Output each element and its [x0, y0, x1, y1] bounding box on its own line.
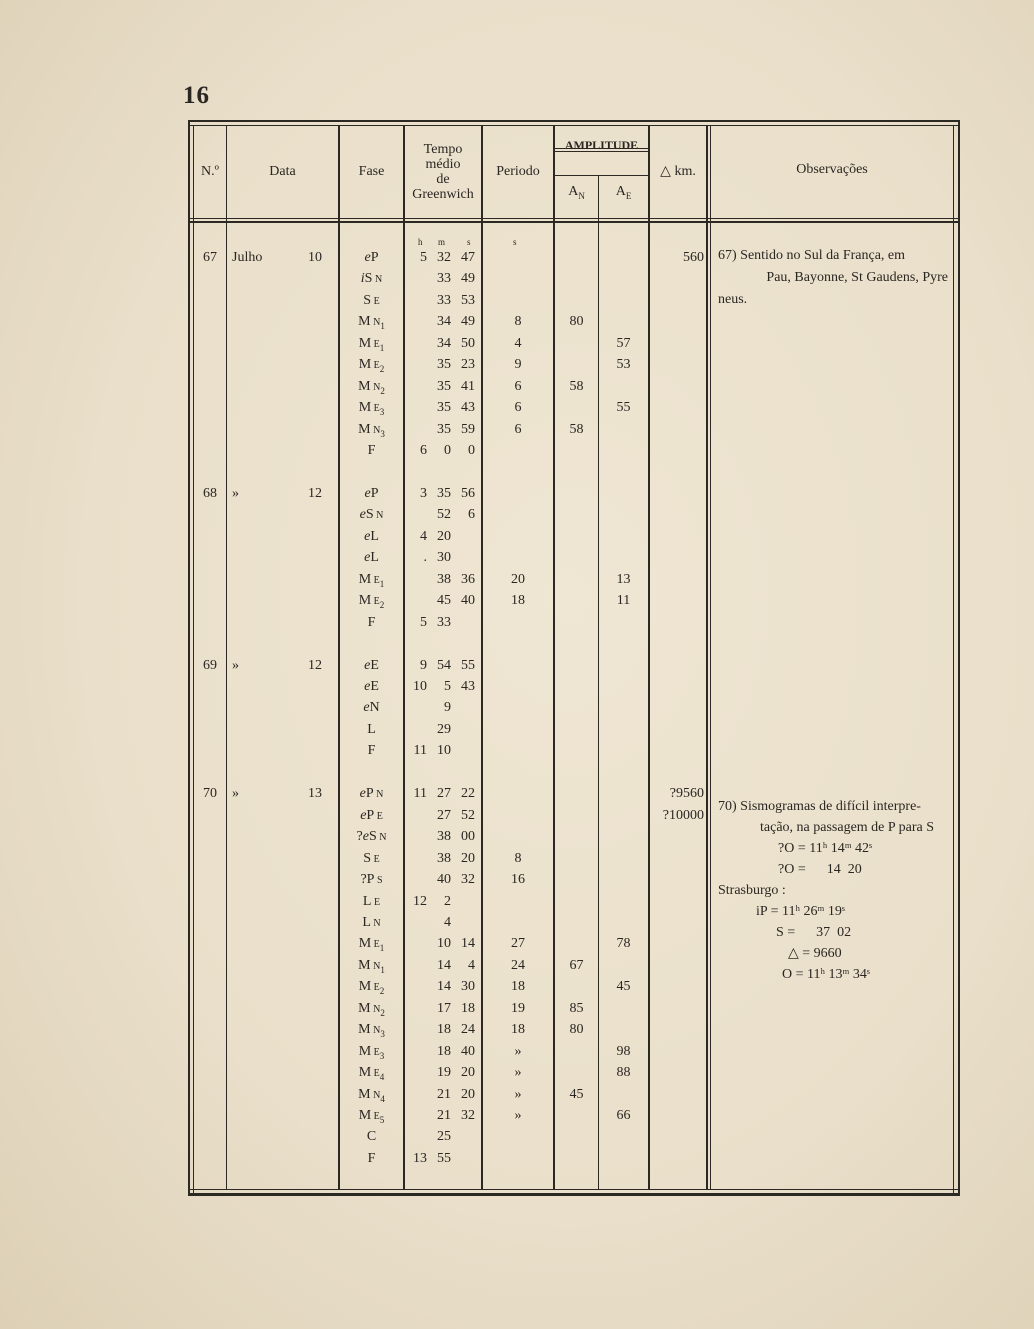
cell-s: 47 — [461, 250, 475, 265]
cell-m: 27 — [437, 786, 451, 802]
cell-per: 20 — [511, 571, 525, 587]
cell-fase: F — [367, 743, 376, 759]
cell-day: 10 — [308, 250, 322, 265]
cell-m: 32 — [437, 250, 451, 265]
cell-km: ?10000 — [662, 807, 704, 823]
cell-h: 5 — [420, 614, 427, 630]
cell-m: 54 — [437, 657, 451, 673]
cell-m: 9 — [444, 700, 451, 716]
cell-fase: M $E_1$ — [358, 571, 385, 589]
cell-m: 33 — [437, 271, 451, 287]
cell-fase: S E — [363, 292, 380, 308]
cell-day: 12 — [308, 657, 322, 673]
cell-fase: eP — [364, 250, 379, 265]
cell-fase: S E — [363, 850, 380, 866]
cell-m: 40 — [437, 872, 451, 888]
unit-h: h — [418, 237, 423, 247]
cell-fase: F — [367, 614, 376, 630]
cell-fase: F — [367, 443, 376, 459]
cell-fase: M $E_4$ — [358, 1065, 385, 1082]
cell-m: 4 — [444, 914, 451, 930]
cell-day: 13 — [308, 786, 322, 802]
cell-m: 33 — [437, 292, 451, 308]
cell-fase: eN — [363, 700, 380, 716]
cell-per: 4 — [514, 335, 522, 351]
cell-per: 8 — [514, 850, 522, 866]
header-periodo: Periodo — [496, 164, 540, 179]
cell-s: 43 — [461, 679, 475, 694]
cell-per: 9 — [514, 357, 522, 373]
cell-an: 67 — [569, 957, 584, 973]
cell-an: 45 — [569, 1086, 584, 1102]
header-no: N.º — [201, 164, 219, 179]
cell-m: 38 — [437, 829, 451, 845]
cell-h: 3 — [420, 485, 427, 501]
cell-fase: iS N — [360, 271, 383, 287]
cell-an: 80 — [569, 314, 584, 330]
cell-m: 14 — [437, 979, 451, 995]
cell-no: 67 — [203, 250, 217, 265]
cell-km: 560 — [683, 250, 704, 265]
cell-no: 70 — [203, 786, 217, 802]
cell-s: 24 — [461, 1022, 475, 1038]
cell-s: 52 — [461, 807, 475, 823]
cell-fase: M $E_2$ — [358, 593, 385, 610]
cell-m: 5 — [444, 679, 451, 694]
cell-an: 85 — [569, 1000, 584, 1016]
cell-s: 0 — [468, 443, 475, 459]
cell-no: 68 — [203, 485, 217, 501]
cell-m: 2 — [444, 893, 451, 909]
cell-s: 6 — [468, 507, 475, 523]
cell-fase: eP E — [360, 807, 383, 823]
cell-fase: M $E_2$ — [358, 979, 385, 997]
unit-s: s — [467, 237, 471, 247]
cell-h: 5 — [420, 250, 427, 265]
observation-70: 70) Sismogramas de difícil interpre- tação, na passagem de P para S ?O = 11ʰ 14ᵐ 42ˢ ?O = 14 20 Strasburgo : iP = 11ʰ 26ᵐ 19ˢ S = 37 02 △ = 9660 O = 11ʰ 13ᵐ 34ˢ — [718, 799, 935, 982]
cell-an: 80 — [569, 1022, 584, 1038]
cell-fase: M $N_1$ — [358, 957, 385, 975]
header-km: △ km. — [660, 164, 696, 179]
cell-m: 35 — [437, 421, 451, 437]
cell-ae: 11 — [616, 593, 631, 609]
cell-s: 30 — [461, 979, 475, 995]
cell-fase: ?eS N — [356, 829, 387, 845]
cell-per: 27 — [511, 936, 525, 952]
cell-m: 18 — [437, 1022, 451, 1038]
cell-ae: 55 — [616, 400, 631, 416]
cell-ae: 98 — [616, 1043, 631, 1059]
cell-m: 38 — [437, 571, 451, 587]
cell-ae: 45 — [616, 979, 631, 995]
cell-h: 4 — [420, 528, 427, 544]
cell-s: 32 — [461, 1108, 475, 1123]
cell-fase: M $N_3$ — [358, 421, 385, 439]
cell-m: 29 — [437, 721, 451, 737]
cell-per: 8 — [514, 314, 522, 330]
cell-s: 4 — [468, 957, 475, 973]
cell-fase: M $N_2$ — [358, 1000, 385, 1018]
cell-m: 38 — [437, 850, 451, 866]
cell-an: 58 — [569, 378, 584, 394]
cell-s: 32 — [461, 872, 475, 888]
cell-ae: 66 — [616, 1108, 631, 1123]
cell-s: 36 — [461, 571, 475, 587]
cell-s: 59 — [461, 421, 475, 437]
unit-period-s: s — [513, 237, 517, 247]
cell-s: 56 — [461, 485, 475, 501]
cell-ae: 53 — [616, 357, 631, 373]
cell-h: 12 — [413, 893, 427, 909]
cell-m: 35 — [437, 485, 451, 501]
cell-s: 41 — [461, 378, 475, 394]
cell-m: 21 — [437, 1086, 451, 1102]
cell-fase: eP — [364, 485, 379, 501]
cell-fase: M $N_2$ — [358, 378, 385, 396]
header-an: $A_N$ — [568, 184, 585, 201]
header-fase: Fase — [358, 164, 385, 179]
cell-ae: 57 — [616, 335, 631, 351]
cell-fase: M $E_3$ — [358, 400, 385, 417]
cell-per: 18 — [511, 1022, 525, 1038]
cell-ae: 88 — [616, 1065, 631, 1081]
cell-month: » — [232, 485, 239, 501]
cell-fase: C — [366, 1129, 377, 1145]
cell-m: 52 — [437, 507, 451, 523]
cell-h: 9 — [420, 657, 427, 673]
cell-fase: eL — [364, 550, 379, 566]
cell-per: 6 — [514, 378, 522, 394]
cell-s: 23 — [461, 357, 475, 373]
cell-fase: eL — [364, 528, 379, 544]
cell-fase: M $E_1$ — [358, 335, 385, 353]
cell-per: 6 — [514, 400, 522, 416]
cell-m: 25 — [437, 1129, 451, 1145]
cell-per: » — [514, 1043, 522, 1059]
cell-s: 43 — [461, 400, 475, 416]
observation-67: 67) Sentido no Sul da França, em Pau, Bayonne, St Gaudens, Pyre neus. — [718, 248, 948, 307]
cell-fase: L E — [362, 893, 381, 909]
cell-ae: 13 — [616, 571, 631, 587]
header-ae: $A_E$ — [615, 184, 632, 201]
cell-fase: ?P S — [360, 872, 383, 888]
header-tempo: Tempo médio de Greenwich — [412, 142, 474, 202]
cell-per: 6 — [514, 421, 522, 437]
cell-m: 14 — [437, 957, 451, 973]
cell-m: 20 — [437, 528, 451, 544]
cell-per: » — [514, 1108, 522, 1123]
cell-per: 18 — [511, 979, 525, 995]
cell-fase: M $E_5$ — [358, 1108, 385, 1125]
header-observacoes: Observações — [796, 162, 868, 177]
cell-s: 22 — [461, 786, 475, 802]
cell-fase: L N — [362, 914, 381, 930]
cell-s: 40 — [461, 1043, 475, 1059]
cell-m: 10 — [437, 743, 451, 759]
cell-per: 24 — [511, 957, 525, 973]
cell-s: 40 — [461, 593, 475, 609]
header-data: Data — [269, 164, 296, 179]
cell-fase: L — [367, 721, 376, 737]
seismic-data-table — [188, 120, 960, 1195]
cell-per: » — [514, 1086, 522, 1102]
cell-per: 16 — [511, 872, 525, 888]
cell-s: 49 — [461, 314, 475, 330]
cell-fase: M $N_4$ — [358, 1086, 385, 1104]
cell-no: 69 — [203, 657, 217, 673]
cell-m: 45 — [437, 593, 451, 609]
cell-s: 50 — [461, 335, 475, 351]
cell-s: 55 — [461, 657, 475, 673]
cell-s: 20 — [461, 850, 475, 866]
cell-h: 10 — [413, 679, 427, 694]
cell-m: 35 — [437, 378, 451, 394]
cell-per: 19 — [511, 1000, 525, 1016]
cell-month: » — [232, 657, 239, 673]
cell-ae: 78 — [616, 936, 631, 952]
cell-km: ?9560 — [669, 786, 704, 802]
cell-fase: eP N — [359, 786, 384, 802]
cell-per: 18 — [511, 593, 525, 609]
cell-fase: F — [367, 1150, 376, 1166]
cell-m: 35 — [437, 357, 451, 373]
cell-fase: M $N_1$ — [358, 314, 385, 332]
cell-m: 33 — [437, 614, 451, 630]
cell-m: 34 — [437, 335, 451, 351]
cell-s: 20 — [461, 1065, 475, 1081]
cell-m: 17 — [437, 1000, 451, 1016]
cell-h: 13 — [413, 1150, 427, 1166]
cell-fase: M $E_1$ — [358, 936, 385, 954]
header-amplitude: AMPLITUDE — [564, 138, 639, 152]
cell-s: 53 — [461, 292, 475, 308]
cell-s: 14 — [461, 936, 475, 952]
cell-m: 21 — [437, 1108, 451, 1123]
cell-m: 55 — [437, 1150, 451, 1166]
cell-fase: M $E_3$ — [358, 1043, 385, 1061]
cell-fase: eS N — [359, 507, 384, 523]
cell-h: 11 — [413, 743, 427, 759]
cell-s: 49 — [461, 271, 475, 287]
cell-h: 11 — [413, 786, 427, 802]
cell-s: 00 — [461, 829, 475, 845]
page-number: 16 — [183, 82, 210, 109]
cell-m: 35 — [437, 400, 451, 416]
cell-m: 27 — [437, 807, 451, 823]
cell-an: 58 — [569, 421, 584, 437]
cell-day: 12 — [308, 485, 322, 501]
cell-m: 34 — [437, 314, 451, 330]
cell-per: » — [514, 1065, 522, 1081]
cell-m: 10 — [437, 936, 451, 952]
cell-m: 19 — [437, 1065, 451, 1081]
cell-s: 18 — [461, 1000, 475, 1016]
cell-m: 0 — [444, 443, 451, 459]
cell-m: 30 — [437, 550, 451, 566]
cell-s: 20 — [461, 1086, 475, 1102]
cell-h: 6 — [420, 443, 427, 459]
cell-h: . — [423, 550, 427, 566]
cell-fase: M $N_3$ — [358, 1022, 385, 1039]
cell-fase: M $E_2$ — [358, 357, 385, 375]
cell-m: 18 — [437, 1043, 451, 1059]
cell-fase: eE — [364, 657, 379, 673]
cell-month: » — [232, 786, 239, 802]
cell-month: Julho — [232, 250, 263, 265]
unit-m: m — [438, 237, 446, 247]
cell-fase: eE — [364, 679, 379, 694]
